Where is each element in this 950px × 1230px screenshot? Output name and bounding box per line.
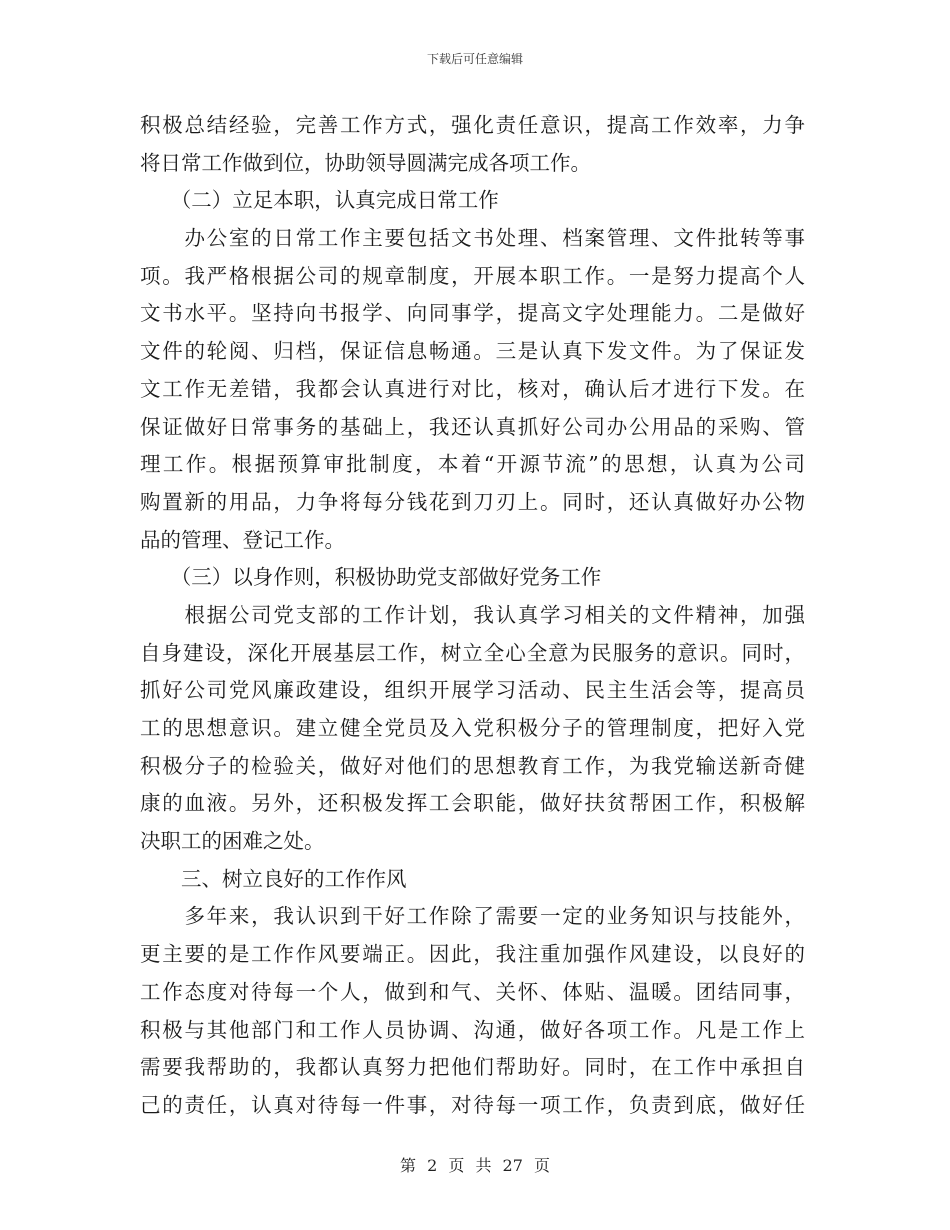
text-line: 己的责任，认真对待每一件事，对待每一项工作，负责到底，做好任 [140,1092,805,1117]
text-line: 自身建设，深化开展基层工作，树立全心全意为民服务的意识。同时， [140,640,805,665]
text-line: 决职工的困难之处。 [140,829,325,854]
text-line: 多年来，我认识到干好工作除了需要一定的业务知识与技能外， [140,904,805,929]
text-line: 文件的轮阅、归档，保证信息畅通。三是认真下发文件。为了保证发 [140,339,805,364]
text-line: 品的管理、登记工作。 [140,527,345,552]
text-line: 办公室的日常工作主要包括文书处理、档案管理、文件批转等事 [140,226,805,251]
text-line: 抓好公司党风廉政建设，组织开展学习活动、民主生活会等，提高员 [140,678,805,703]
page-header: 下载后可任意编辑 [426,52,523,66]
text-line: 项。我严格根据公司的规章制度，开展本职工作。一是努力提高个人 [140,263,805,288]
text-line: （二）立足本职，认真完成日常工作 [140,188,499,213]
text-line: 康的血液。另外，还积极发挥工会职能，做好扶贫帮困工作，积极解 [140,791,805,816]
document-body [140,107,805,1125]
text-line: 工作态度对待每一个人，做到和气、关怀、体贴、温暖。团结同事， [140,979,805,1004]
text-line: 文工作无差错，我都会认真进行对比，核对，确认后才进行下发。在 [140,376,805,401]
text-line: 三、树立良好的工作作风 [140,866,407,891]
text-line: 需要我帮助的，我都认真努力把他们帮助好。同时，在工作中承担自 [140,1055,805,1080]
text-line: 将日常工作做到位，协助领导圆满完成各项工作。 [140,150,591,175]
text-line: 根据公司党支部的工作计划，我认真学习相关的文件精神，加强 [140,602,805,627]
text-line: 更主要的是工作作风要端正。因此，我注重加强作风建设，以良好的 [140,942,805,967]
text-line: （三）以身作则，积极协助党支部做好党务工作 [140,565,602,590]
text-line: 积极与其他部门和工作人员协调、沟通，做好各项工作。凡是工作上 [140,1017,805,1042]
text-line: 积极总结经验，完善工作方式，强化责任意识，提高工作效率，力争 [140,113,805,137]
text-line: 保证做好日常事务的基础上，我还认真抓好公司办公用品的采购、管 [140,414,805,439]
text-line: 购置新的用品，力争将每分钱花到刀刃上。同时，还认真做好办公物 [140,489,805,514]
text-line: 工的思想意识。建立健全党员及入党积极分子的管理制度，把好入党 [140,716,805,740]
text-line: 文书水平。坚持向书报学、向同事学，提高文字处理能力。二是做好 [140,301,805,326]
text-line: 理工作。根据预算审批制度，本着“开源节流”的思想，认真为公司 [140,452,805,477]
text-line: 积极分子的检验关，做好对他们的思想教育工作，为我党输送新奇健 [140,753,805,778]
page-footer: 第 2 页 共 27 页 [400,1156,550,1175]
